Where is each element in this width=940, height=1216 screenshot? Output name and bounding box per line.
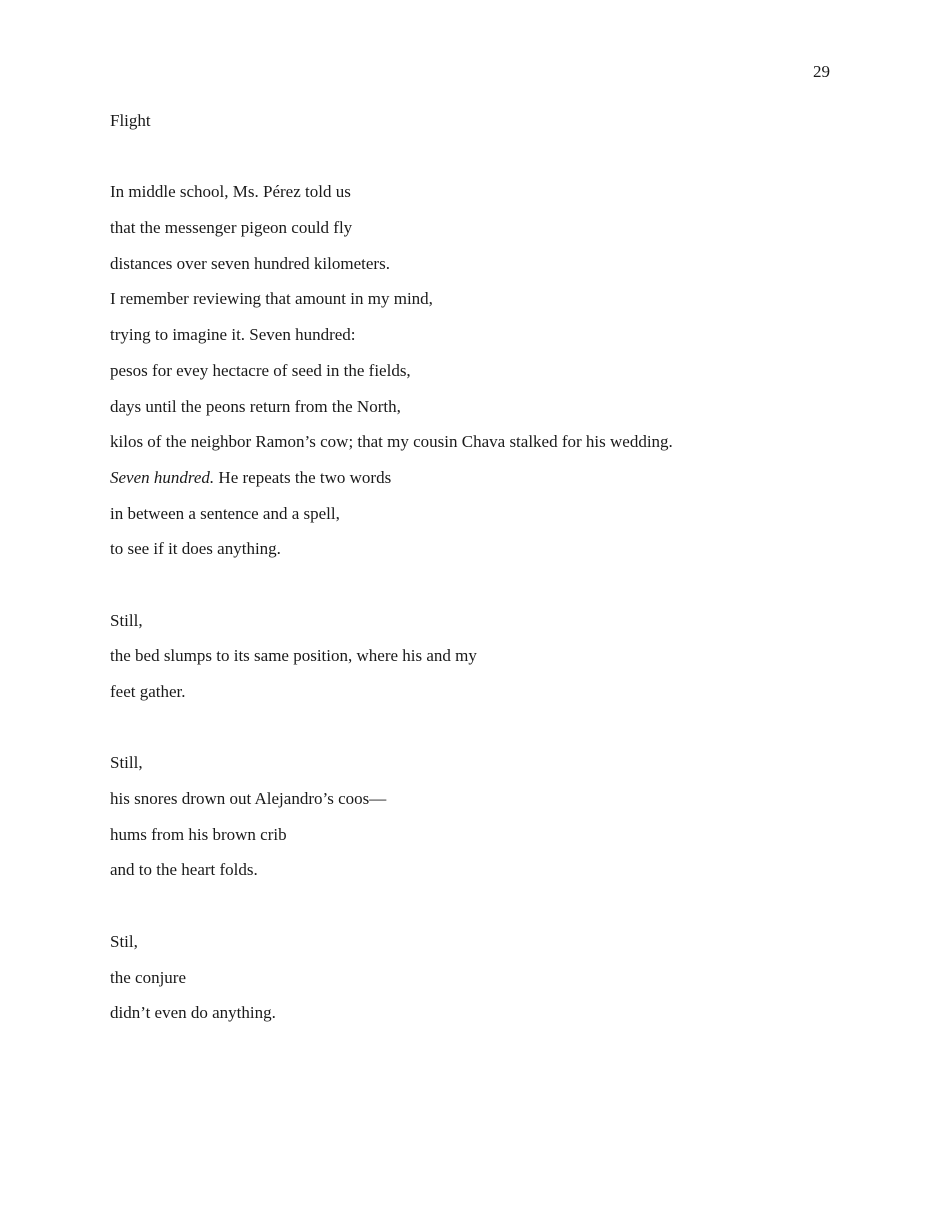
poem-line: trying to imagine it. Seven hundred: [110,325,356,345]
page-number: 29 [813,62,830,81]
poem-line: Stil, [110,931,138,951]
poem-line: and to the heart folds. [110,860,258,880]
poem-stanza-3 [110,745,880,888]
poem-line: to see if it does anything. [110,539,281,559]
poem-line: in between a sentence and a spell, [110,503,340,523]
poem-line-mixed [110,460,880,496]
poem-stanza-4 [110,924,880,1031]
poem-line: feet gather. [110,682,186,701]
poem-line: hums from his brown crib [110,824,287,844]
poem-stanza-1 [110,174,880,567]
poem-line: pesos for evey hectacre of seed in the fields, [110,360,411,380]
poem-line: Still, [110,753,143,773]
poem-line: days until the peons return from the North, [110,396,401,416]
poem-stanza-2 [110,603,880,710]
poem-line: his snores drown out Alejandro’s coos— [110,789,387,809]
poem-regular-phrase: He repeats the two words [214,467,392,487]
poem-line: distances over seven hundred kilometers. [110,253,390,273]
poem-line: didn’t even do anything. [110,1003,276,1023]
poem-line: the conjure [110,967,186,987]
poem-line: In middle school, Ms. Pérez told us [110,182,351,202]
poem-line: the bed slumps to its same position, where his and my [110,646,477,666]
poem-title: Flight [110,111,151,130]
poem-line: I remember reviewing that amount in my mind, [110,289,433,309]
poem-body [110,103,880,1031]
poem-italic-phrase: Seven hundred. [110,467,215,487]
poem-line: kilos of the neighbor Ramon’s cow; that my cousin Chava stalked for his wedding. [110,432,673,452]
poem-line: that the messenger pigeon could fly [110,218,353,238]
poem-line: Still, [110,610,143,630]
